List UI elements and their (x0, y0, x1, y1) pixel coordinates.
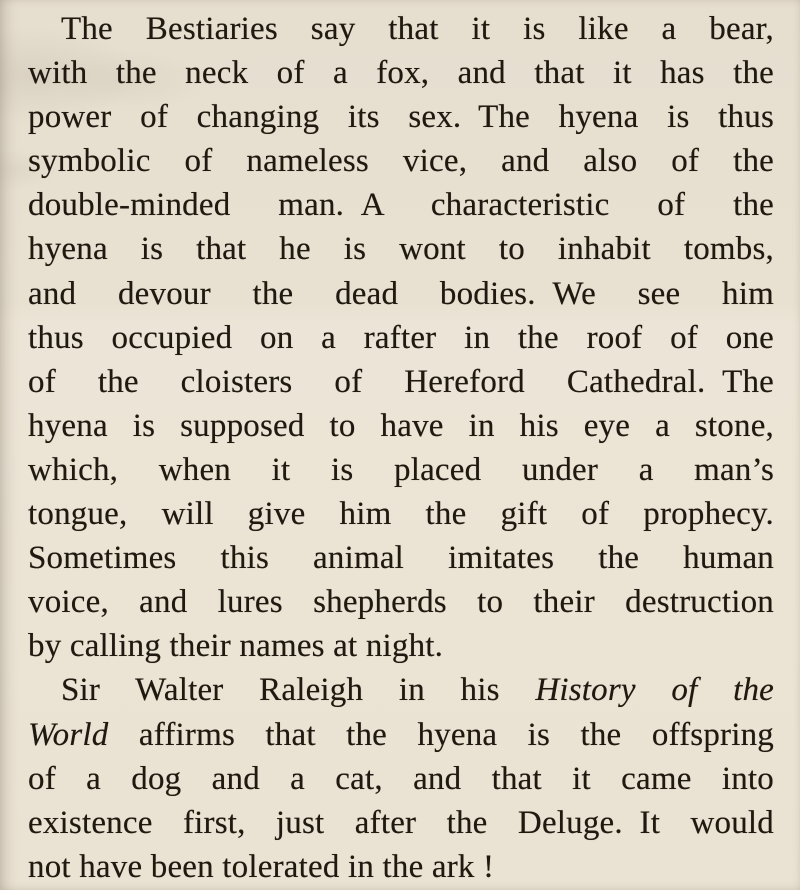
text-run: existence first, just after the Deluge. It would (28, 804, 774, 841)
text-run: of a dog and a cat, and that it came into (28, 760, 774, 797)
text-line (28, 51, 774, 95)
text-run: power of changing its sex. The hyena is thus (28, 99, 774, 136)
text-run: voice, and lures shepherds to their destruction (28, 584, 774, 621)
italic-text-run: History of the (535, 672, 774, 709)
text-line (28, 227, 774, 271)
text-line (28, 757, 774, 801)
text-line (28, 668, 774, 712)
text-block (28, 7, 774, 889)
text-line (28, 624, 774, 668)
text-line (28, 360, 774, 404)
text-run: Sir Walter Raleigh in his (61, 672, 536, 709)
text-line (28, 492, 774, 536)
text-line (28, 316, 774, 360)
text-line (28, 845, 774, 889)
text-line (28, 272, 774, 316)
text-line (28, 580, 774, 624)
text-run: tongue, will give him the gift of prophecy. (28, 496, 774, 533)
text-line (28, 801, 774, 845)
text-run: symbolic of nameless vice, and also of the (28, 143, 774, 180)
italic-text-run: World (28, 716, 109, 753)
text-run: double-minded man. A characteristic of the (28, 187, 774, 224)
text-run: hyena is that he is wont to inhabit tombs, (28, 231, 774, 268)
text-run: thus occupied on a rafter in the roof of one (28, 319, 774, 356)
text-line (28, 713, 774, 757)
text-run: and devour the dead bodies. We see him (28, 275, 774, 312)
text-line (28, 404, 774, 448)
text-line (28, 448, 774, 492)
text-run: of the cloisters of Hereford Cathedral. The (28, 363, 774, 400)
text-run: by calling their names at night. (28, 628, 444, 665)
text-run: with the neck of a fox, and that it has the (28, 55, 774, 92)
text-line (28, 183, 774, 227)
text-line (28, 536, 774, 580)
text-run: hyena is supposed to have in his eye a stone, (28, 407, 774, 444)
text-line (28, 95, 774, 139)
text-run: The Bestiaries say that it is like a bear, (61, 11, 774, 47)
text-line (28, 7, 774, 51)
text-run: which, when it is placed under a man’s (28, 451, 774, 488)
text-run: Sometimes this animal imitates the human (28, 540, 774, 577)
text-run: affirms that the hyena is the offspring (108, 716, 774, 753)
text-line (28, 139, 774, 183)
text-run: not have been tolerated in the ark ! (28, 848, 495, 885)
